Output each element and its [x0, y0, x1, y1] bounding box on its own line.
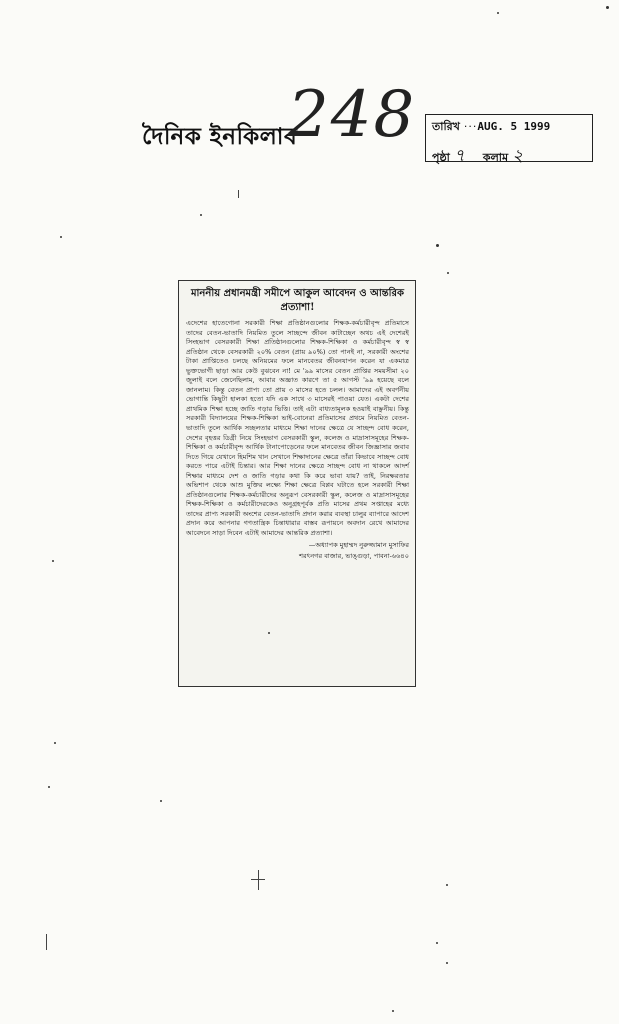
- scan-mark: [238, 190, 239, 198]
- scan-speck: [48, 786, 50, 788]
- stamp-date-row: [432, 118, 586, 137]
- clipping-body: এদেশের হাতেগোনা সরকারী শিক্ষা প্রতিষ্ঠানগুলোর শিক্ষক-কর্মচারীবৃন্দ প্রতিমাসে তাদের বেতন-ভাতাদি নিয়মিত তুলে সাচ্ছন্দে জীবন কাটাচ্ছেন অথচ এই দেশেরই সিংহভাগ বেসরকারী শিক্ষা প্রতিষ্ঠানগুলোর শিক্ষক-শিক্ষিকা ও কর্মচারীবৃন্দ স্ব স্ব প্রতিষ্ঠান থেকে বেসরকারী ২০% বেতন (প্রায় ৯০%) তো পানই না, সরকারী অংশের টাকা প্রাপ্তিতেও চলছে অনিয়মের ফলে মানবেতর জীবনযাপন করেন যা একমাত্র ভুক্তভোগী ছাড়া আর কেউ বুঝবেন না! মে '৯৯ মাসের বেতন প্রাপ্তির সময়সীমা ২০ জুলাই বলে জেনেছিলাম, আবার অজ্ঞাত কারণে তা ৫ আগস্ট '৯৯ হয়েছে বলে জানলাম। কিন্তু বেতন প্রাপ্য তো প্রায় ৩ মাসের হতে চলল। আমাদের এই অবর্ণনীয় ভোগান্তি কিছুটা হালকা হতো যদি এক সাথে ৩ মাসেরই পাওয়া যেত। একটা দেশের প্রাথমিক শিক্ষা হচ্ছে জাতি গড়ার ভিত্তি। তাই এটা বাধ্যতামূলক হওয়াই বাঞ্ছনীয়। কিন্তু সরকারী বিদ্যালয়ের শিক্ষক-শিক্ষিকা ভাই-বোনেরা প্রতিমাসের প্রথমে নিয়মিত বেতন-ভাতাদি তুলে আর্থিক সচ্ছলতার মাধ্যমে শিক্ষা দানের ক্ষেত্রে যে সাচ্ছন্দ বোধ করেন, দেশের বৃহত্তর ডিগ্রী নিয়ে সিংহভাগ বেসরকারী স্কুল, কলেজ ও মাদ্রাসাসমূহের শিক্ষক-শিক্ষিকা ও কর্মচারীবৃন্দ আর্থিক টানাপোড়েনের ফলে মানবেতর জীবন জিজ্ঞাসার জবাব দিতে গিয়ে যেখানে হিমশিম খান সেখানে শিক্ষাদানের ক্ষেত্রে তাঁরা কিভাবে সাচ্ছন্দ বোধ করতে পারে এটাই চিন্তার। আর শিক্ষা দানের ক্ষেত্রে সাচ্ছন্দ বোধ না থাকলে আদর্শ শিক্ষার মাধ্যমে দেশ ও জাতি গড়ার কথা কি করে ভাবা যায়? তাই, নিরক্ষরতার অভিশাপ থেকে আশু মুক্তির লক্ষ্যে শিক্ষা ক্ষেত্রে বিপ্লব ঘটাতে হলে সরকারী শিক্ষা প্রতিষ্ঠানগুলোর শিক্ষক-কর্মচারীদের অনুরূপ বেসরকারী স্কুল, কলেজ ও মাদ্রাসাসমূহের শিক্ষক-শিক্ষিকা ও কর্মচারীদেরকেও অনুগ্রহপূর্বক প্রতি মাসের প্রথম সপ্তাহের মধ্যে তাদের প্রাপ্য সরকারী অংশের বেতন-ভাতাদি প্রদান করার ব্যবস্থা চালুর ব্যাপারে আদেশ প্রদান করে আপনার গণতান্ত্রিক চিন্তাধারার বাস্তব রূপায়নে অবদান রেখে আমাদের আবেদনে সাড়া দিবেন এটাই আমাদের আন্তরিক প্রত্যাশা।: [186, 319, 409, 538]
- stamp-column-label: কলাম: [482, 151, 509, 164]
- scan-speck: [497, 12, 499, 14]
- scan-speck: [392, 1010, 394, 1012]
- newspaper-clipping: [178, 280, 416, 687]
- scan-speck: [447, 272, 449, 274]
- handwritten-number: 248: [288, 78, 417, 152]
- stamp-page-label: পৃষ্ঠা: [432, 151, 450, 164]
- stamp-page-row: [432, 143, 586, 171]
- scan-mark: [258, 870, 259, 890]
- scan-speck: [54, 742, 56, 744]
- scan-mark: [251, 879, 265, 880]
- scan-speck: [606, 6, 609, 9]
- scan-speck: [52, 560, 54, 562]
- clipping-title: মাননীয় প্রধানমন্ত্রী সমীপে আকুল আবেদন ও আন্তরিক প্রত্যাশা!: [190, 288, 404, 313]
- scan-speck: [446, 884, 448, 886]
- stamp-date-value: AUG. 5 1999: [477, 120, 551, 133]
- clipping-signature-address: শরৎনগর বাজার, ভাঙ্গুড়া, পাবনা-৬৬৪০: [299, 552, 409, 561]
- newspaper-masthead: দৈনিক ইনকিলাব: [142, 123, 298, 150]
- stamp-date-label: তারিখ: [432, 120, 460, 133]
- scan-speck: [268, 632, 270, 634]
- date-stamp: [425, 114, 593, 166]
- stamp-dots: ···: [463, 120, 478, 133]
- scan-speck: [200, 214, 202, 216]
- scan-speck: [60, 236, 62, 238]
- stamp-column-value: ২: [512, 146, 524, 166]
- scan-speck: [160, 800, 162, 802]
- scan-speck: [446, 962, 448, 964]
- scan-speck: [436, 244, 439, 247]
- scan-mark: [46, 934, 47, 950]
- stamp-page-value: ৭: [453, 146, 465, 166]
- clipping-signature-name: —অধ্যাপক মুহাম্মদ নুরুজ্জামান মুসাফির: [308, 540, 409, 549]
- scan-speck: [436, 942, 438, 944]
